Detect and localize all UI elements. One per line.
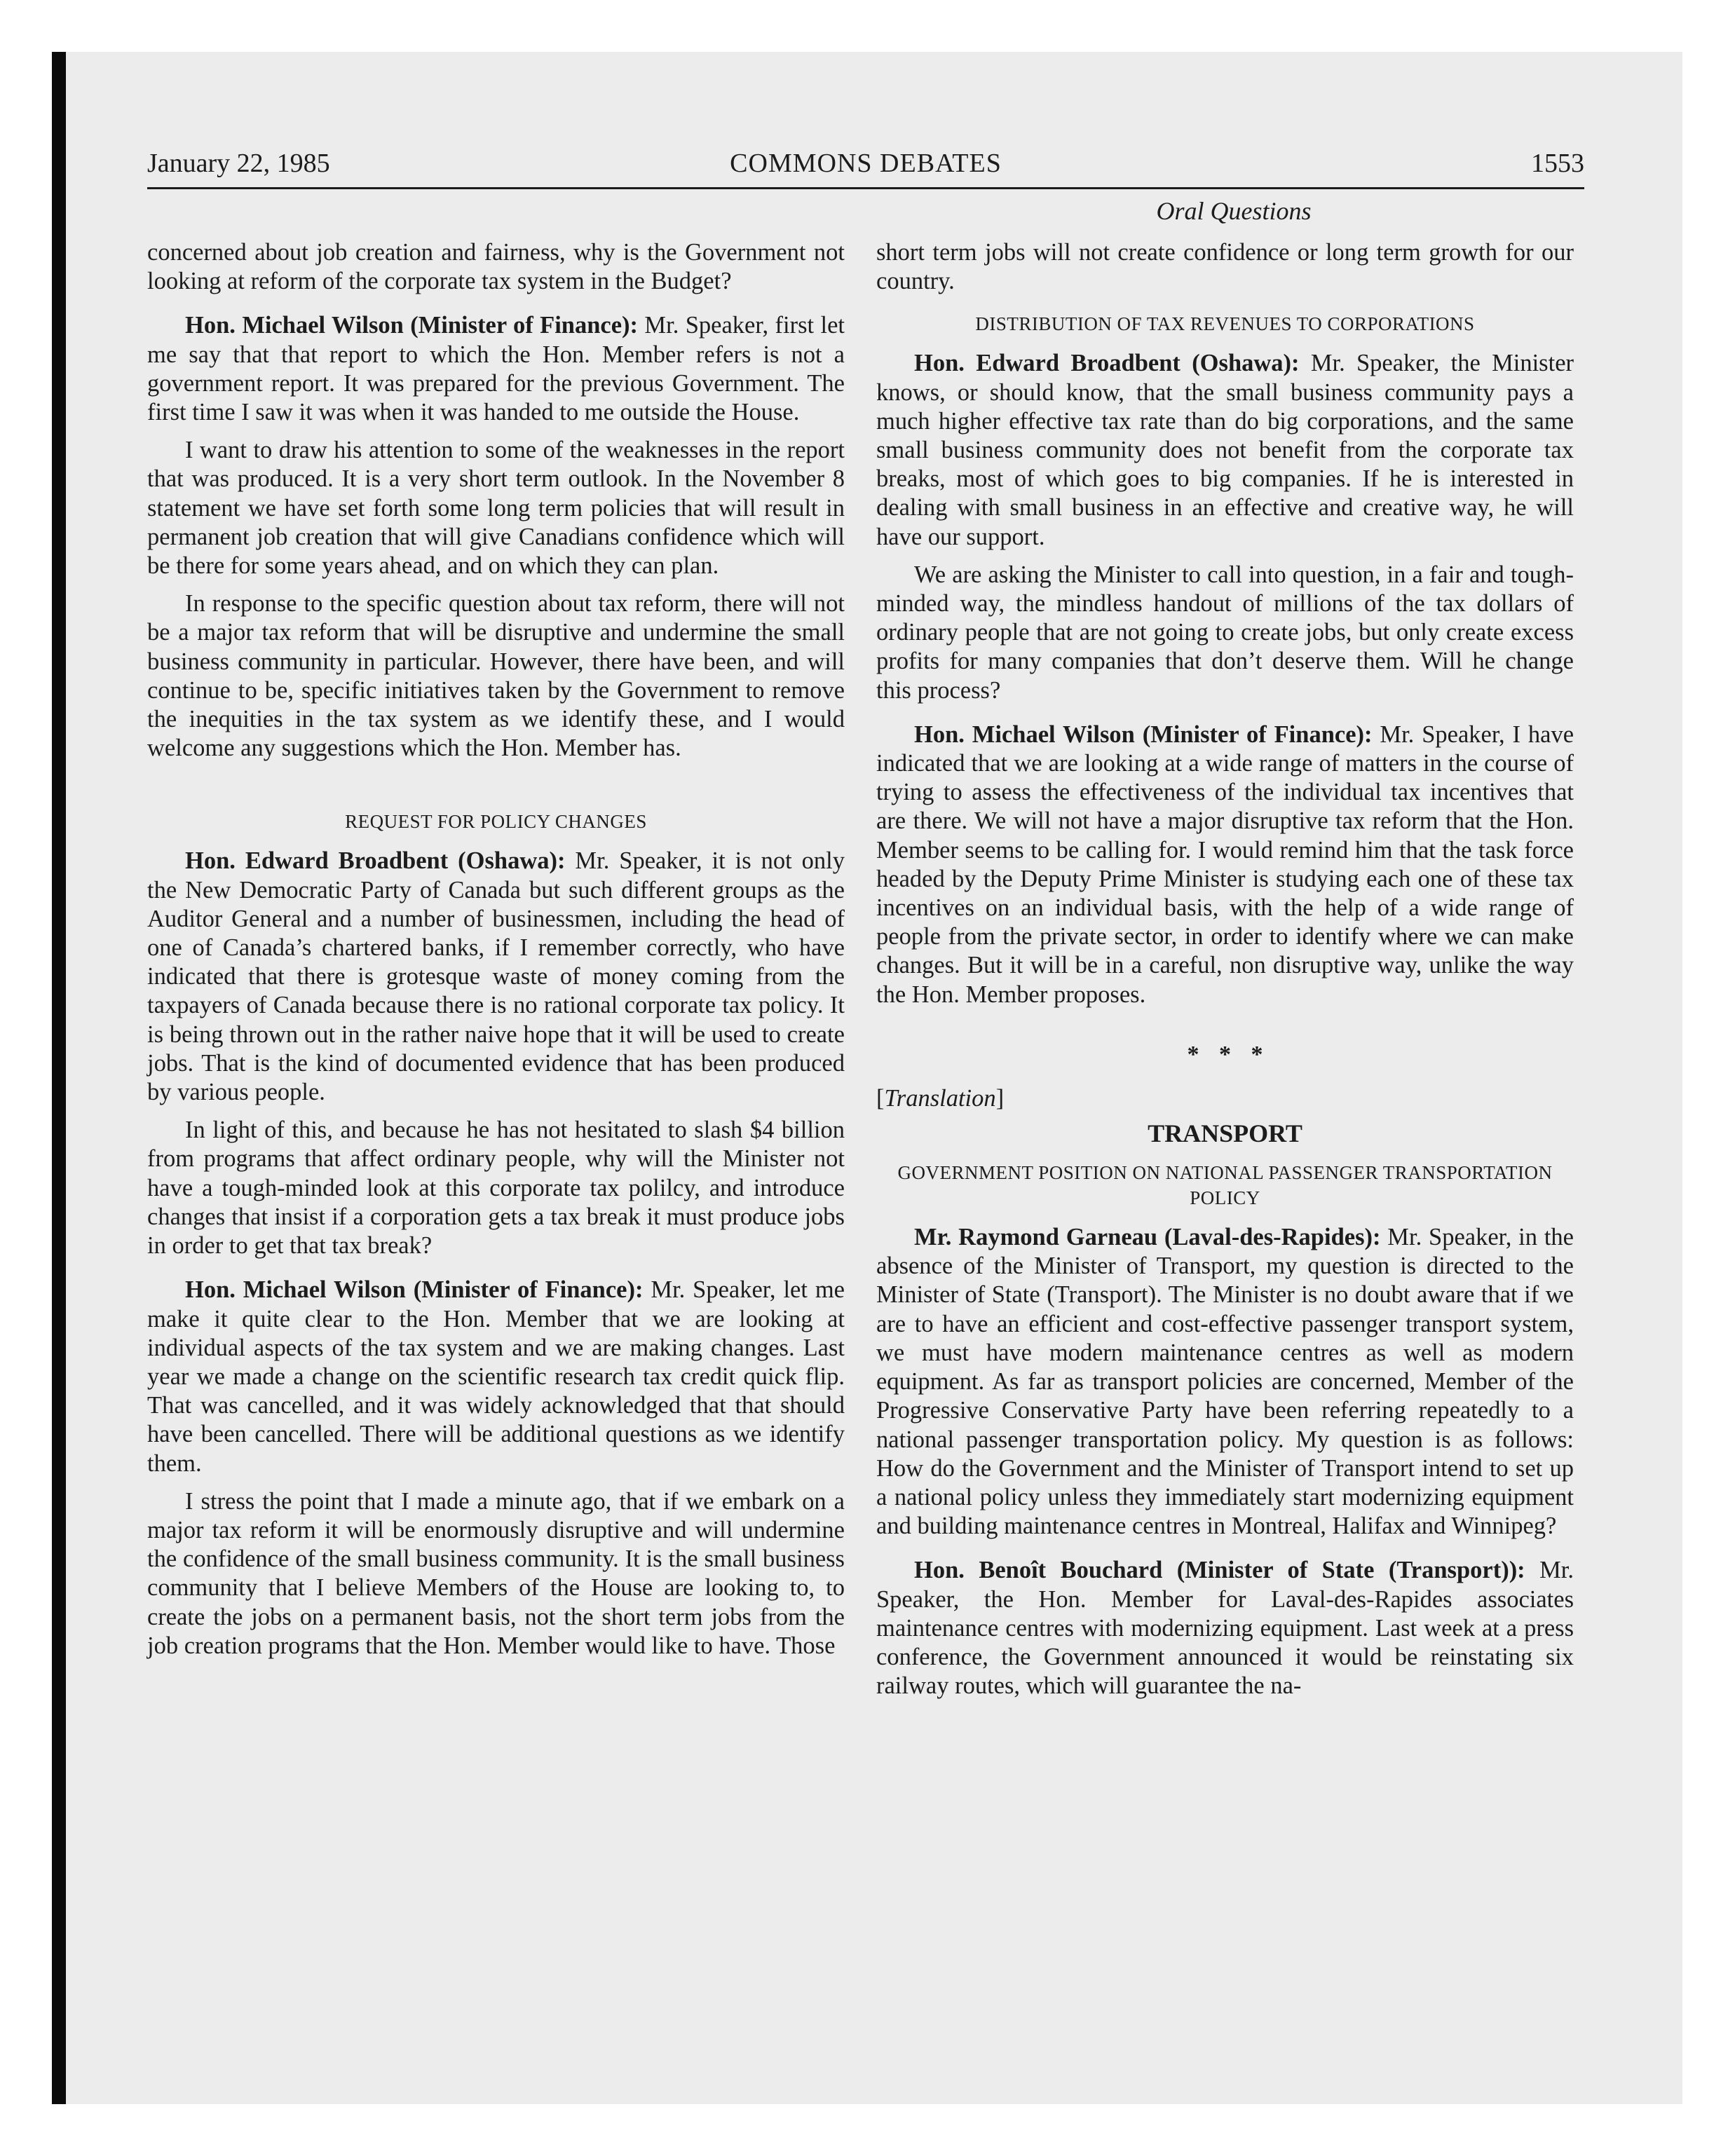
right-column (876, 238, 1574, 1710)
speaker-name: Hon. Michael Wilson (Minister of Finance): (914, 721, 1373, 748)
paragraph: short term jobs will not create confidence or long term growth for our country. (876, 239, 1574, 295)
column-title: Oral Questions (1156, 197, 1312, 225)
speech-paragraph (147, 311, 845, 427)
section-heading: TRANSPORT (1148, 1119, 1302, 1148)
speaker-name: Mr. Raymond Garneau (Laval-des-Rapides): (914, 1224, 1381, 1251)
speech-paragraph (147, 847, 845, 1107)
speech-text: Mr. Speaker, let me make it quite clear to the Hon. Member that we are looking at individual aspects of the tax system and we are making changes. Last year we made a change on the scientific research tax credit quick flip. That was cancelled, and it was widely acknowledged that that should have been cancelled. There will be additional questions as we identify them. (147, 1276, 845, 1477)
subheading: GOVERNMENT POSITION ON NATIONAL PASSENGER TRANSPORTATION POLICY (897, 1162, 1553, 1209)
speech-text: Mr. Speaker, in the absence of the Minister of Transport, my question is directed to the Minister of State (Transport). The Minister is no doubt aware that if we are to have an efficient and cost-effective passenger transport system, we must have modern maintenance centres as well as modern equipment. As far as transport policies are concerned, Member of the Progressive Conservative Party have been referring repeatedly to a national passenger transportation policy. My question is as follows: How do the Government and the Minister of Transport intend to set up a national policy unless they immediately start modernizing equipment and building maintenance centres in Montreal, Halifax and Winnipeg? (876, 1224, 1574, 1540)
speech-text: Mr. Speaker, I have indicated that we are looking at a wide range of matters in the course of trying to assess the effectiveness of the individual tax incentives that are there. We will not have a major disruptive tax reform that the Hon. Member seems to be calling for. I would remind him that the task force headed by the Deputy Prime Minister is studying each one of these tax incentives on an individual basis, with the help of a wide range of people from the private sector, in order to identify where we can make changes. But it will be in a careful, non disruptive way, unlike the way the Hon. Member proposes. (876, 721, 1574, 1008)
speaker-name: Hon. Edward Broadbent (Oshawa): (185, 847, 566, 875)
subheading: DISTRIBUTION OF TAX REVENUES TO CORPORATIONS (975, 313, 1475, 335)
section-separator: * * * (1187, 1041, 1263, 1067)
translation-label: Translation (884, 1085, 996, 1112)
speech-text: Mr. Speaker, the Minister knows, or should know, that the small business community pays a much higher effective tax rate than do big corporations, and the same small business community does not benefit from the corporate tax breaks, most of which goes to big companies. If he is interested in dealing with small business in an effective and creative way, he will have our support. (876, 350, 1574, 550)
running-header (147, 144, 1584, 189)
speech-paragraph (876, 1556, 1574, 1700)
paragraph: In light of this, and because he has not hesitated to slash $4 billion from programs that affect ordinary people, why will the Minister not have a tough-minded look at this corporate tax polilcy, and introduce changes that insist if a corporation gets a tax break it must produce jobs in order to get that tax break? (147, 1117, 845, 1260)
speech-paragraph (876, 721, 1574, 1009)
paragraph: In response to the specific question about tax reform, there will not be a major tax reform that will be disruptive and undermine the small business community in particular. However, there have been, and will continue to be, specific initiatives taken by the Government to remove the inequities in the tax system as we identify these, and I would welcome any suggestions which the Hon. Member has. (147, 590, 845, 762)
left-column (147, 238, 845, 1670)
paragraph: I stress the point that I made a minute ago, that if we embark on a major tax reform it will be enormously disruptive and will undermine the confidence of the small business community. It is the small business community that I believe Members of the House are looking to, to create the jobs on a permanent basis, not the short term jobs from the job creation programs that the Hon. Member would like to have. Those (147, 1487, 845, 1659)
speech-paragraph (876, 349, 1574, 551)
speech-text: Mr. Speaker, first let me say that that report to which the Hon. Member refers is not a government report. It was prepared for the previous Government. The first time I saw it was when it was handed to me outside the House. (147, 312, 845, 426)
paragraph: We are asking the Minister to call into question, in a fair and tough-minded way, the mindless handout of millions of the tax dollars of ordinary people that are not going to create jobs, but only create excess profits for many companies that don’t deserve them. Will he change this process? (876, 561, 1574, 704)
header-title: COMMONS DEBATES (730, 149, 1002, 178)
subheading: REQUEST FOR POLICY CHANGES (345, 811, 647, 833)
speech-paragraph (147, 1276, 845, 1478)
paragraph: I want to draw his attention to some of the weaknesses in the report that was produced. It is a very short term outlook. In the November 8 statement we have set forth some long term policies that will result in permanent job creation that will give Canadians confidence which will be there for some years ahead, and on which they can plan. (147, 437, 845, 580)
speaker-name: Hon. Edward Broadbent (Oshawa): (914, 350, 1300, 377)
header-date: January 22, 1985 (147, 149, 330, 178)
document-page (147, 144, 1584, 2078)
speech-text: Mr. Speaker, it is not only the New Democratic Party of Canada but such different groups as the Auditor General and a number of businessmen, including the head of one of Canada’s chartered banks, if I remember correctly, who have indicated that there is grotesque waste of money coming from the taxpayers of Canada because there is no rational corporate tax policy. It is being thrown out in the rather naive hope that it will be used to create jobs. That is the kind of documented evidence that has been produced by various people. (147, 847, 845, 1106)
speaker-name: Hon. Michael Wilson (Minister of Finance): (185, 1276, 644, 1304)
binding-edge (52, 52, 66, 2104)
paragraph: concerned about job creation and fairness, why is the Government not looking at reform of the corporate tax system in the Budget? (147, 239, 845, 295)
translation-marker: [Translation] (876, 1085, 1005, 1112)
speaker-name: Hon. Michael Wilson (Minister of Finance): (185, 312, 639, 339)
speech-paragraph (876, 1223, 1574, 1541)
header-page-number: 1553 (1531, 149, 1584, 178)
speech-text: Mr. Speaker, the Hon. Member for Laval-des-Rapides associates maintenance centres with modernizing equipment. Last week at a press conference, the Government announced it would be reinstating six railway routes, which will guarantee the na- (876, 1557, 1574, 1700)
speaker-name: Hon. Benoît Bouchard (Minister of State (Transport)): (914, 1557, 1525, 1584)
